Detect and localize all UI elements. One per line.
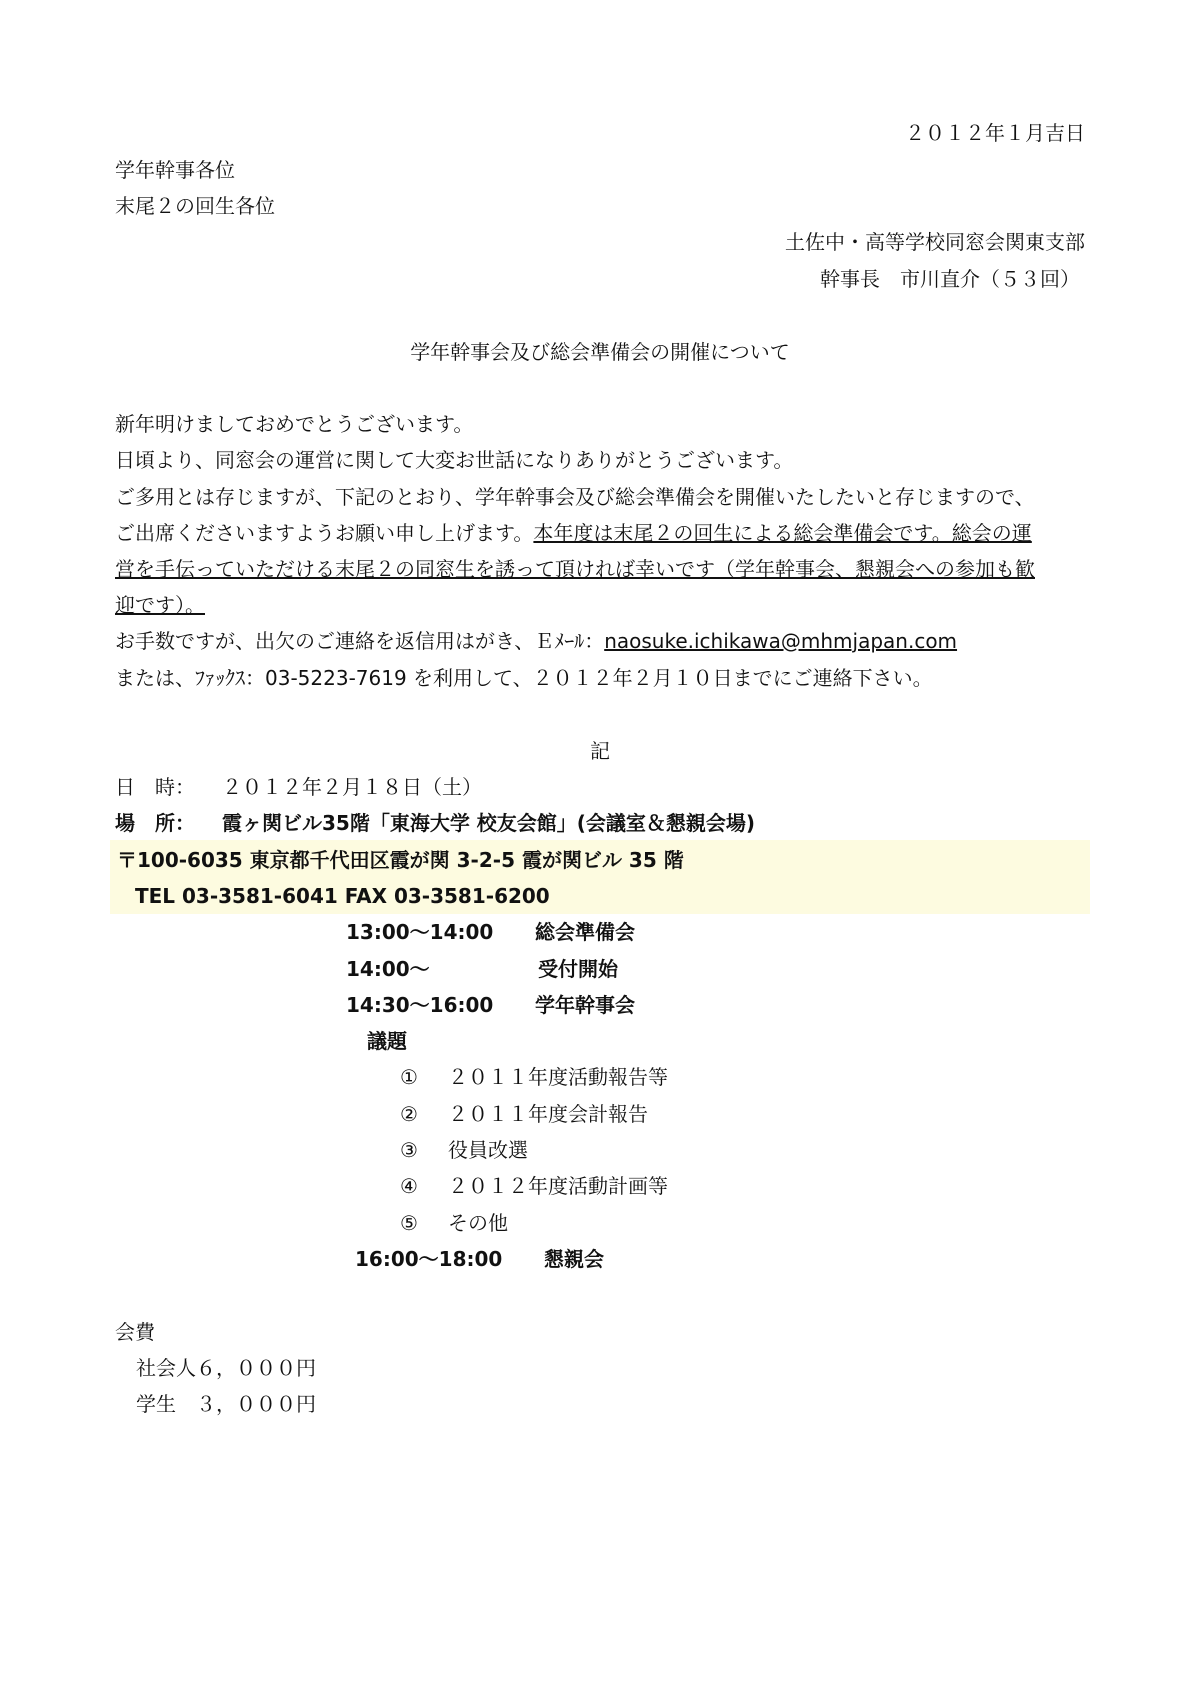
fee-adult: 社会人６，０００円 [136, 1356, 316, 1380]
body-line-7 [115, 627, 957, 655]
agenda-num-4: ④ [400, 1174, 418, 1198]
agenda-num-3: ③ [400, 1138, 418, 1162]
schedule-time-3: 14:30～16:00 [346, 993, 494, 1017]
place-value: 霞ヶ関ビル35階「東海大学 校友会館」(会議室＆懇親会場) [222, 811, 756, 835]
body-line-8: または、ﾌｧｯｸｽ：03-5223-7619 を利用して、２０１２年２月１０日までにご連絡下さい。 [115, 666, 933, 690]
body-line-6: 迎です）。 [115, 593, 205, 617]
datetime-label: 日 時： [115, 775, 195, 799]
fee-student: 学生 ３，０００円 [136, 1392, 316, 1416]
body-line-4-text: ご出席くださいますようお願い申し上げます。 [115, 521, 534, 545]
ki-heading: 記 [590, 739, 610, 763]
body-line-7-text: お手数ですが、出欠のご連絡を返信用はがき、Ｅﾒｰﾙ： [115, 629, 605, 653]
fees-label: 会費 [115, 1320, 155, 1344]
schedule-event-2: 受付開始 [538, 957, 618, 981]
address-line: 〒100-6035 東京都千代田区霞が関 3-2-5 霞が関ビル 35 階 [117, 848, 684, 872]
body-line-3: ご多用とは存じますが、下記のとおり、学年幹事会及び総会準備会を開催いたしたいと存じますので、 [115, 485, 1035, 509]
recipient-line-2: 末尾２の回生各位 [115, 194, 275, 218]
email-link[interactable]: naosuke.ichikawa@mhmjapan.com [604, 629, 958, 653]
letter-title: 学年幹事会及び総会準備会の開催について [410, 340, 790, 364]
agenda-item-3: 役員改選 [448, 1138, 528, 1162]
party-time: 16:00～18:00 [355, 1247, 503, 1271]
body-line-5: 営を手伝っていただける末尾２の同窓生を誘って頂ければ幸いです（学年幹事会、懇親会への参加も歓 [115, 557, 1035, 581]
body-line-1: 新年明けましておめでとうございます。 [115, 412, 474, 436]
body-line-2: 日頃より、同窓会の運営に関して大変お世話になりありがとうございます。 [115, 448, 794, 472]
schedule-time-2: 14:00～ [346, 957, 430, 981]
agenda-label: 議題 [367, 1029, 407, 1053]
schedule-event-3: 学年幹事会 [535, 993, 635, 1017]
sender-organization: 土佐中・高等学校同窓会関東支部 [785, 230, 1085, 254]
party-event: 懇親会 [544, 1247, 604, 1271]
schedule-event-1: 総会準備会 [535, 920, 635, 944]
agenda-num-5: ⑤ [400, 1211, 418, 1235]
agenda-num-2: ② [400, 1102, 418, 1126]
place-label: 場 所： [115, 811, 195, 835]
agenda-item-2: ２０１１年度会計報告 [448, 1102, 648, 1126]
tel-fax-line: TEL 03-3581-6041 FAX 03-3581-6200 [135, 884, 550, 908]
schedule-time-1: 13:00～14:00 [346, 920, 494, 944]
letter-date: ２０１２年１月吉日 [905, 121, 1085, 145]
body-line-4-underlined: 本年度は末尾２の回生による総会準備会です。総会の運 [533, 521, 1032, 545]
datetime-value: ２０１２年２月１８日（土） [222, 775, 482, 799]
agenda-item-5: その他 [448, 1211, 508, 1235]
recipient-line-1: 学年幹事各位 [115, 158, 235, 182]
body-line-4 [115, 519, 1032, 547]
agenda-item-1: ２０１１年度活動報告等 [448, 1065, 668, 1089]
agenda-num-1: ① [400, 1065, 418, 1089]
agenda-item-4: ２０１２年度活動計画等 [448, 1174, 668, 1198]
sender-name: 幹事長 市川直介（５３回） [820, 267, 1080, 291]
